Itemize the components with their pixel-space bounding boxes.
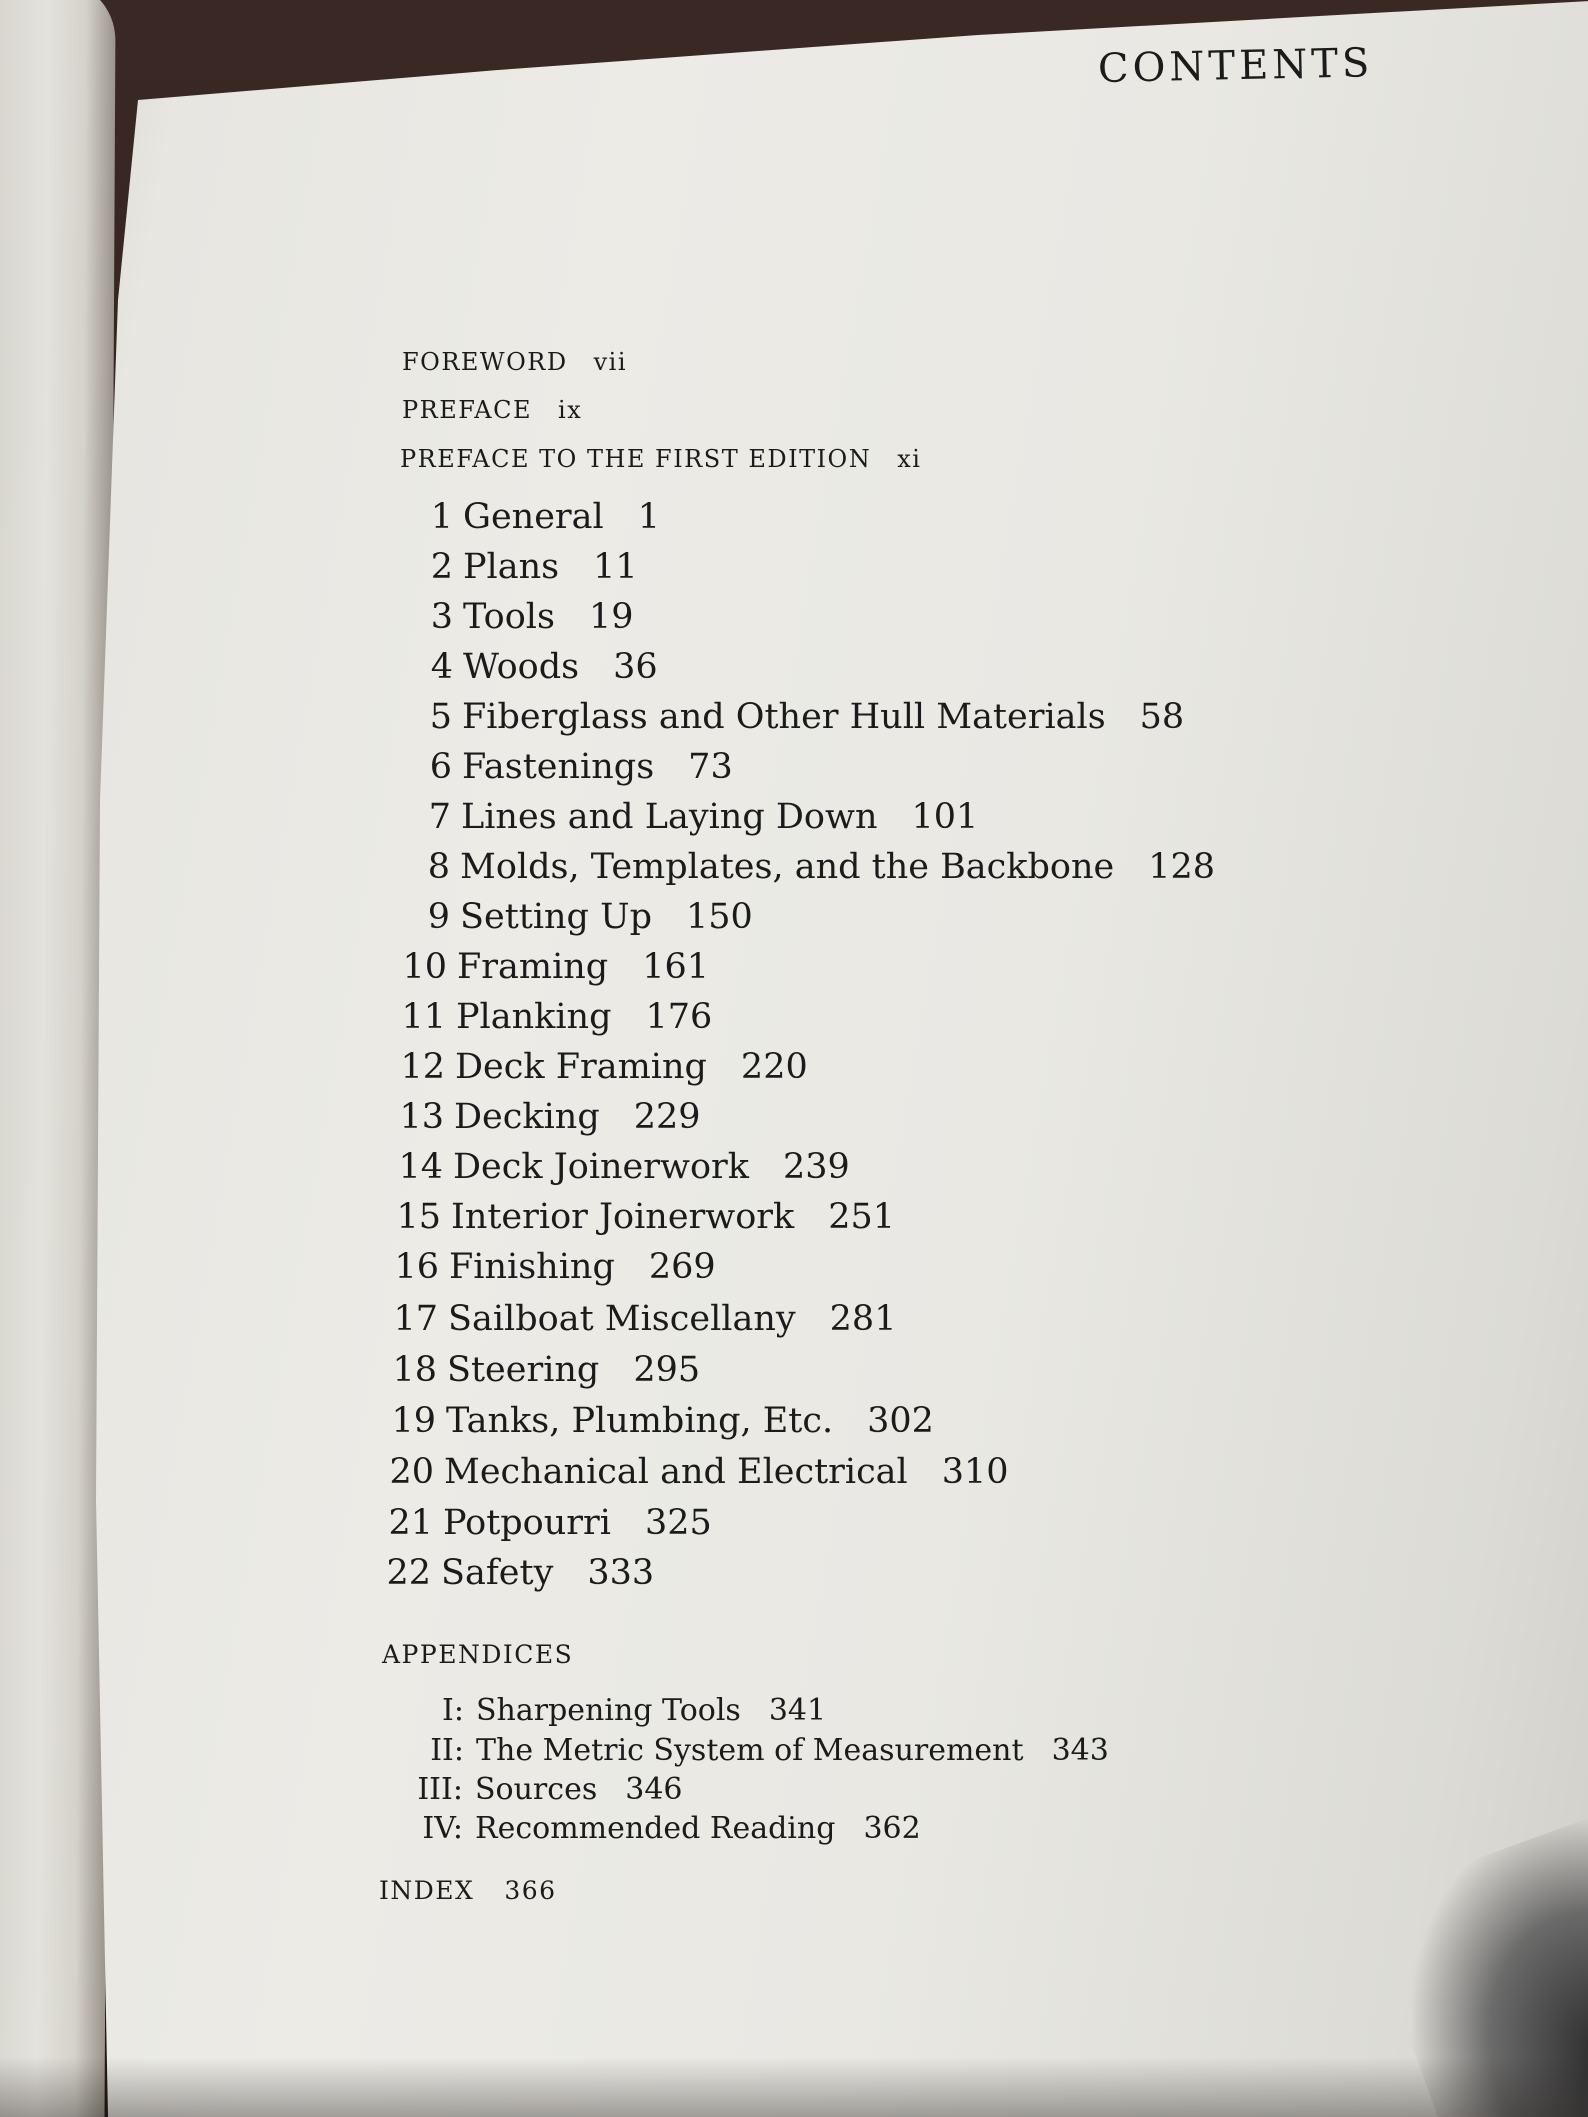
chapter-entry [405,547,638,587]
entry-number: 1 [430,497,453,537]
appendix-entry [411,1772,683,1807]
entry-title: Setting Up [460,897,652,937]
left-page-edge [0,0,116,2117]
chapter-entry [399,947,709,987]
entry-page: 343 [1051,1733,1109,1768]
entry-number: 8 [427,847,450,887]
entry-page: 36 [613,647,658,687]
chapter-entry [391,1247,716,1287]
entry-number: 14 [398,1147,443,1187]
entry-title: Safety [441,1553,554,1593]
appendices-heading: APPENDICES [382,1640,574,1669]
entry-number: I: [442,1693,464,1728]
front-matter-entry [400,445,921,473]
chapter-entry [405,597,633,637]
entry-page: 325 [644,1503,712,1543]
chapter-entry [393,1197,895,1237]
entry-number: IV: [422,1811,463,1846]
entry-number: 17 [393,1299,438,1339]
entry-page: vii [593,348,627,376]
chapter-entry [397,1047,808,1087]
appendix-entry [411,1811,921,1846]
entry-number: 2 [430,547,453,587]
entry-page: 302 [867,1401,934,1441]
entry-page: 19 [588,597,634,637]
chapter-entry [404,747,733,787]
entry-title: Sharpening Tools [476,1693,741,1728]
entry-title: Planking [456,997,612,1037]
entry-number: 11 [401,997,446,1037]
entry-page: 281 [829,1299,897,1339]
chapter-entry [388,1401,934,1441]
entry-number: 18 [392,1350,437,1390]
entry-page: 58 [1139,697,1185,737]
entry-page: 333 [587,1553,655,1593]
entry-number: 13 [399,1097,444,1137]
entry-title: PREFACE [402,396,533,424]
entry-page: 341 [768,1693,827,1728]
entry-title: Mechanical and Electrical [444,1452,908,1492]
chapter-entry [402,847,1215,887]
entry-title: Deck Framing [455,1047,707,1087]
chapter-entry [405,497,660,537]
entry-title: FOREWORD [402,348,568,376]
entry-number: 21 [388,1503,433,1543]
entry-page: 251 [828,1197,896,1237]
front-matter-entry [402,396,582,424]
entry-number: 4 [430,647,453,687]
chapter-entry [405,647,658,687]
entry-number: 7 [428,797,451,837]
entry-title: Sailboat Miscellany [448,1299,796,1339]
entry-number: 6 [429,747,452,787]
entry-title: Tools [463,597,555,637]
chapter-entry [383,1553,654,1593]
contents-heading: CONTENTS [1097,40,1374,92]
entry-title: INDEX [379,1876,475,1905]
chapter-entry [395,1147,850,1187]
entry-number: 10 [402,947,447,987]
entry-page: 229 [633,1097,701,1137]
entry-page: 73 [688,747,733,787]
entry-number: 22 [386,1553,431,1593]
chapter-entry [389,1350,700,1390]
front-matter-entry [402,348,627,376]
entry-number: III: [417,1772,463,1807]
entry-title: PREFACE TO THE FIRST EDITION [400,445,872,473]
entry-page: 150 [686,897,753,937]
entry-number: 15 [396,1197,441,1237]
entry-title: Tanks, Plumbing, Etc. [446,1401,834,1441]
chapter-entry [398,997,712,1037]
entry-title: Framing [457,947,609,987]
entry-title: Recommended Reading [475,1811,836,1846]
entry-number: 12 [400,1047,445,1087]
entry-page: 1 [637,497,660,537]
entry-number: 16 [394,1247,439,1287]
entry-page: 176 [645,997,713,1037]
entry-page: 366 [504,1876,557,1905]
entry-page: 295 [633,1350,701,1390]
index-entry [379,1876,557,1905]
appendix-entry [412,1733,1109,1768]
chapter-entry [402,897,753,937]
entry-page: xi [897,445,922,473]
entry-page: ix [558,396,583,424]
entry-title: Steering [447,1350,600,1390]
entry-title: Decking [454,1097,600,1137]
chapter-entry [390,1299,896,1339]
entry-number: 20 [389,1452,434,1492]
chapter-entry [385,1503,712,1543]
entry-number: 3 [430,597,453,637]
entry-page: 239 [782,1147,850,1187]
entry-title: General [463,497,604,537]
entry-title: The Metric System of Measurement [476,1733,1024,1768]
entry-number: 9 [427,897,450,937]
entry-page: 161 [642,947,710,987]
entry-title: Plans [463,547,560,587]
chapter-entry [404,697,1184,737]
entry-number: II: [430,1733,464,1768]
entry-title: Fastenings [462,747,655,787]
entry-page: 362 [863,1811,921,1846]
chapter-entry [403,797,978,837]
chapter-entry [396,1097,701,1137]
chapter-entry [386,1452,1009,1492]
entry-title: Interior Joinerwork [451,1197,795,1237]
entry-title: Sources [475,1772,598,1807]
entry-title: Finishing [449,1247,615,1287]
entry-title: Woods [463,647,580,687]
entry-number: 19 [391,1401,436,1441]
entry-page: 128 [1148,847,1216,887]
entry-title: Deck Joinerwork [453,1147,749,1187]
entry-number: 5 [429,697,452,737]
entry-title: Molds, Templates, and the Backbone [460,847,1115,887]
entry-title: Potpourri [443,1503,611,1543]
book-page [78,0,1588,2117]
entry-page: 101 [911,797,979,837]
entry-page: 269 [648,1247,716,1287]
entry-page: 220 [740,1047,808,1087]
entry-page: 11 [593,547,638,587]
entry-title: Fiberglass and Other Hull Materials [462,697,1106,737]
entry-page: 346 [625,1772,683,1807]
entry-page: 310 [941,1452,1009,1492]
appendix-entry [412,1693,826,1728]
entry-title: Lines and Laying Down [461,797,878,837]
